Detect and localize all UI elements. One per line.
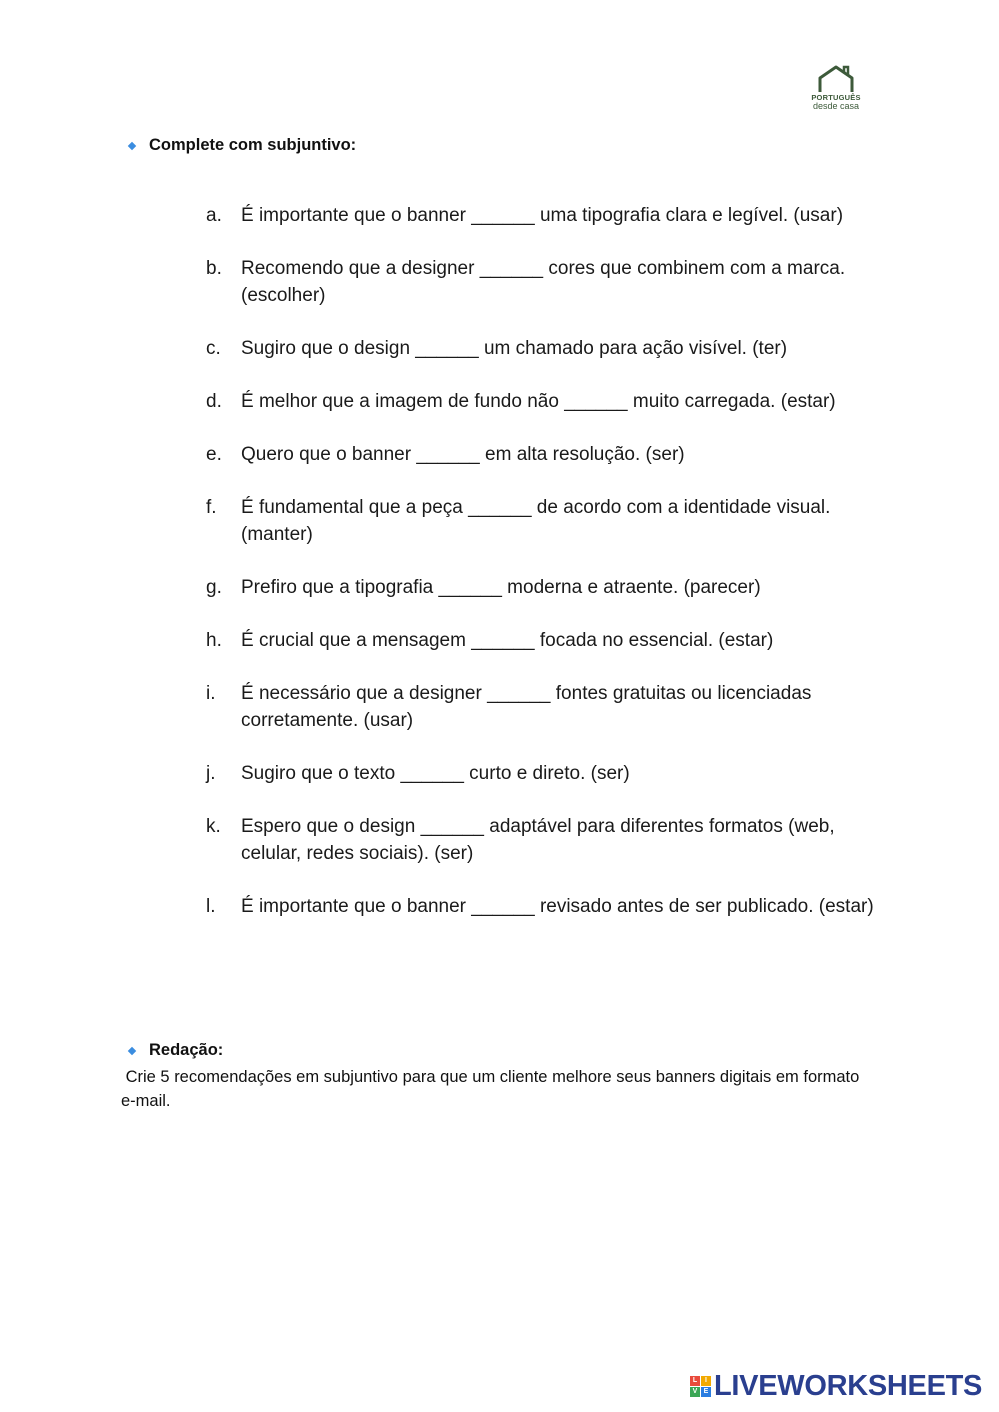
redacao-instructions: [121, 1065, 861, 1113]
logo-text-line2: desde casa: [812, 101, 860, 111]
exercise-item-d: [206, 388, 886, 415]
logo-letter-i: I: [701, 1376, 711, 1386]
item-letter: e.: [206, 444, 222, 465]
exercise-item-e: [206, 441, 886, 468]
item-text: Sugiro que o design ______ um chamado para ação visível. (ter): [241, 338, 788, 359]
liveworksheets-wordmark: LIVEWORKSHEETS: [714, 1370, 983, 1402]
liveworksheets-brand: [690, 1370, 982, 1403]
exercise-item-g: [206, 574, 886, 601]
item-text: É fundamental que a peça ______ de acordo com a identidade visual. (manter): [241, 497, 831, 545]
item-text: É necessário que a designer ______ fontes gratuitas ou licenciadas corretamente. (usar): [241, 683, 812, 731]
diamond-bullet-icon: [128, 141, 136, 149]
exercise-item-k: [206, 813, 886, 867]
exercise-item-f: [206, 494, 886, 548]
logo-letter-l: L: [690, 1376, 700, 1386]
item-text: É crucial que a mensagem ______ focada no essencial. (estar): [241, 630, 774, 651]
house-icon: [816, 64, 856, 94]
section-heading-redacao: [127, 1041, 223, 1060]
section-heading-text: Complete com subjuntivo:: [149, 136, 357, 154]
item-letter: l.: [206, 896, 216, 917]
logo-letter-e: E: [701, 1387, 711, 1397]
logo-letter-v: V: [690, 1387, 700, 1397]
exercise-item-c: [206, 335, 886, 362]
exercise-list: [206, 202, 886, 946]
item-letter: a.: [206, 205, 222, 226]
diamond-bullet-icon: [128, 1046, 136, 1054]
item-text: É importante que o banner ______ revisado antes de ser publicado. (estar): [241, 896, 874, 917]
item-text: É importante que o banner ______ uma tipografia clara e legível. (usar): [241, 205, 844, 226]
item-letter: c.: [206, 338, 221, 359]
redacao-body: Crie 5 recomendações em subjuntivo para que um cliente melhore seus banners digitais em formato e-mail.: [121, 1068, 860, 1110]
section-heading-complete: [127, 136, 356, 155]
exercise-item-h: [206, 627, 886, 654]
item-text: Quero que o banner ______ em alta resolução. (ser): [241, 444, 685, 465]
exercise-item-j: [206, 760, 886, 787]
portugues-desde-casa-logo: [804, 64, 868, 116]
exercise-item-i: [206, 680, 886, 734]
item-letter: d.: [206, 391, 222, 412]
item-text: Espero que o design ______ adaptável para diferentes formatos (web, celular, redes sociais). (ser): [241, 816, 835, 864]
exercise-item-a: [206, 202, 886, 229]
item-letter: k.: [206, 816, 221, 837]
item-letter: i.: [206, 683, 216, 704]
item-text: Prefiro que a tipografia ______ moderna e atraente. (parecer): [241, 577, 761, 598]
item-text: Sugiro que o texto ______ curto e direto. (ser): [241, 763, 630, 784]
item-text: Recomendo que a designer ______ cores que combinem com a marca. (escolher): [241, 258, 846, 306]
liveworksheets-logo-icon: [690, 1376, 711, 1397]
section-heading-text: Redação:: [149, 1041, 224, 1059]
item-letter: h.: [206, 630, 222, 651]
item-letter: j.: [206, 763, 216, 784]
exercise-item-b: [206, 255, 886, 309]
item-text: É melhor que a imagem de fundo não ______ muito carregada. (estar): [241, 391, 836, 412]
exercise-item-l: [206, 893, 886, 920]
item-letter: f.: [206, 497, 217, 518]
item-letter: g.: [206, 577, 222, 598]
logo-text-line1: PORTUGUÊS: [811, 93, 861, 102]
item-letter: b.: [206, 258, 222, 279]
